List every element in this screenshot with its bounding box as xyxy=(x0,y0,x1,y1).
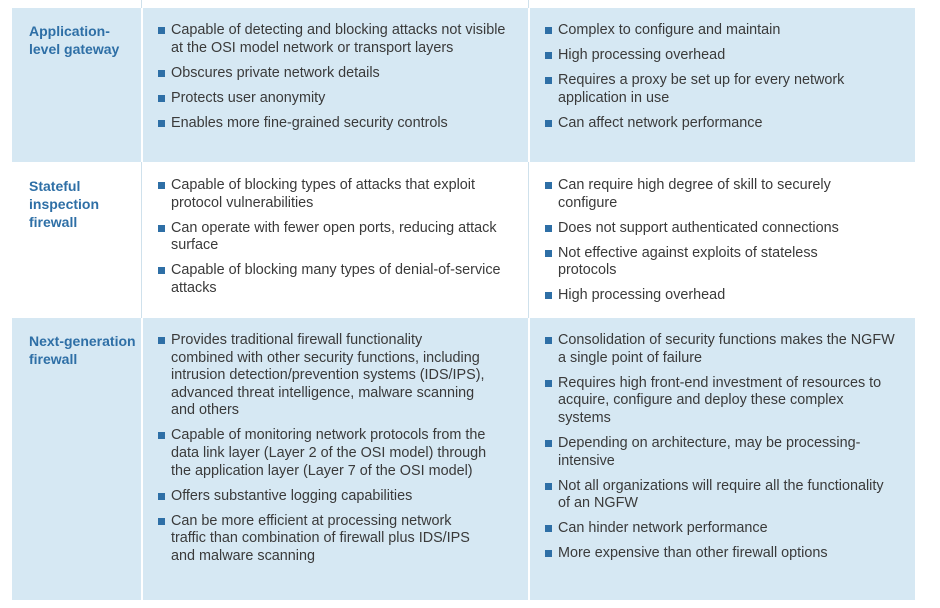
square-bullet-icon xyxy=(158,225,165,232)
square-bullet-icon xyxy=(545,182,552,189)
square-bullet-icon xyxy=(545,27,552,34)
square-bullet-icon xyxy=(545,292,552,299)
list-item: High processing overhead xyxy=(545,47,905,65)
list-item: Requires high front-end investment of resources to acquire, configure and deploy these complex systems xyxy=(545,375,895,428)
square-bullet-icon xyxy=(545,225,552,232)
row-next-generation-firewall xyxy=(12,318,915,600)
list-item: Requires a proxy be set up for every network application in use xyxy=(545,72,905,107)
list-item: Capable of detecting and blocking attacks not visible at the OSI model network or transport layers xyxy=(158,22,518,57)
list-item: More expensive than other firewall options xyxy=(545,545,895,563)
pros-column xyxy=(158,177,518,305)
square-bullet-icon xyxy=(545,120,552,127)
cons-column xyxy=(545,22,905,140)
list-item: Not effective against exploits of stateless protocols xyxy=(545,245,875,280)
list-item: Can affect network performance xyxy=(545,115,905,133)
firewall-comparison-table xyxy=(12,0,915,600)
cons-column xyxy=(545,332,895,571)
row-label: Stateful inspection firewall xyxy=(29,178,100,230)
list-item: Capable of monitoring network protocols from the data link layer (Layer 2 of the OSI model) through the application layer (Layer 7 of the OSI model) xyxy=(158,427,488,480)
table-top-stub xyxy=(12,0,915,8)
list-item: Not all organizations will require all the functionality of an NGFW xyxy=(545,478,895,513)
square-bullet-icon xyxy=(545,440,552,447)
list-item: Obscures private network details xyxy=(158,65,518,83)
list-item: Can hinder network performance xyxy=(545,520,895,538)
square-bullet-icon xyxy=(545,380,552,387)
pros-column xyxy=(158,22,518,140)
list-item: Capable of blocking types of attacks that exploit protocol vulnerabilities xyxy=(158,177,518,212)
square-bullet-icon xyxy=(158,182,165,189)
list-item: Complex to configure and maintain xyxy=(545,22,905,40)
square-bullet-icon xyxy=(158,337,165,344)
list-item: Offers substantive logging capabilities xyxy=(158,488,488,506)
square-bullet-icon xyxy=(545,52,552,59)
square-bullet-icon xyxy=(158,120,165,127)
square-bullet-icon xyxy=(158,267,165,274)
square-bullet-icon xyxy=(158,493,165,500)
list-item: Protects user anonymity xyxy=(158,90,518,108)
square-bullet-icon xyxy=(545,550,552,557)
list-item: Capable of blocking many types of denial-of-service attacks xyxy=(158,262,518,297)
square-bullet-icon xyxy=(545,77,552,84)
square-bullet-icon xyxy=(545,483,552,490)
square-bullet-icon xyxy=(545,337,552,344)
square-bullet-icon xyxy=(158,95,165,102)
list-item: High processing overhead xyxy=(545,287,875,305)
pros-column xyxy=(158,332,488,573)
square-bullet-icon xyxy=(545,525,552,532)
row-application-level-gateway xyxy=(12,8,915,162)
list-item: Consolidation of security functions makes the NGFW a single point of failure xyxy=(545,332,895,367)
row-label: Application-level gateway xyxy=(29,23,120,57)
row-stateful-inspection-firewall xyxy=(12,162,915,318)
square-bullet-icon xyxy=(545,250,552,257)
square-bullet-icon xyxy=(158,27,165,34)
cons-column xyxy=(545,177,875,313)
square-bullet-icon xyxy=(158,518,165,525)
square-bullet-icon xyxy=(158,70,165,77)
list-item: Can be more efficient at processing network traffic than combination of firewall plus IDS/IPS and malware scanning xyxy=(158,513,488,566)
list-item: Enables more fine-grained security controls xyxy=(158,115,518,133)
list-item: Does not support authenticated connections xyxy=(545,220,875,238)
list-item: Provides traditional firewall functionality combined with other security functions, including intrusion detection/prevention systems (IDS/IPS), advanced threat intelligence, malware scanning and others xyxy=(158,332,488,420)
list-item: Can require high degree of skill to securely configure xyxy=(545,177,875,212)
list-item: Depending on architecture, may be processing-intensive xyxy=(545,435,895,470)
square-bullet-icon xyxy=(158,432,165,439)
list-item: Can operate with fewer open ports, reducing attack surface xyxy=(158,220,518,255)
row-label: Next-generation firewall xyxy=(29,333,136,367)
